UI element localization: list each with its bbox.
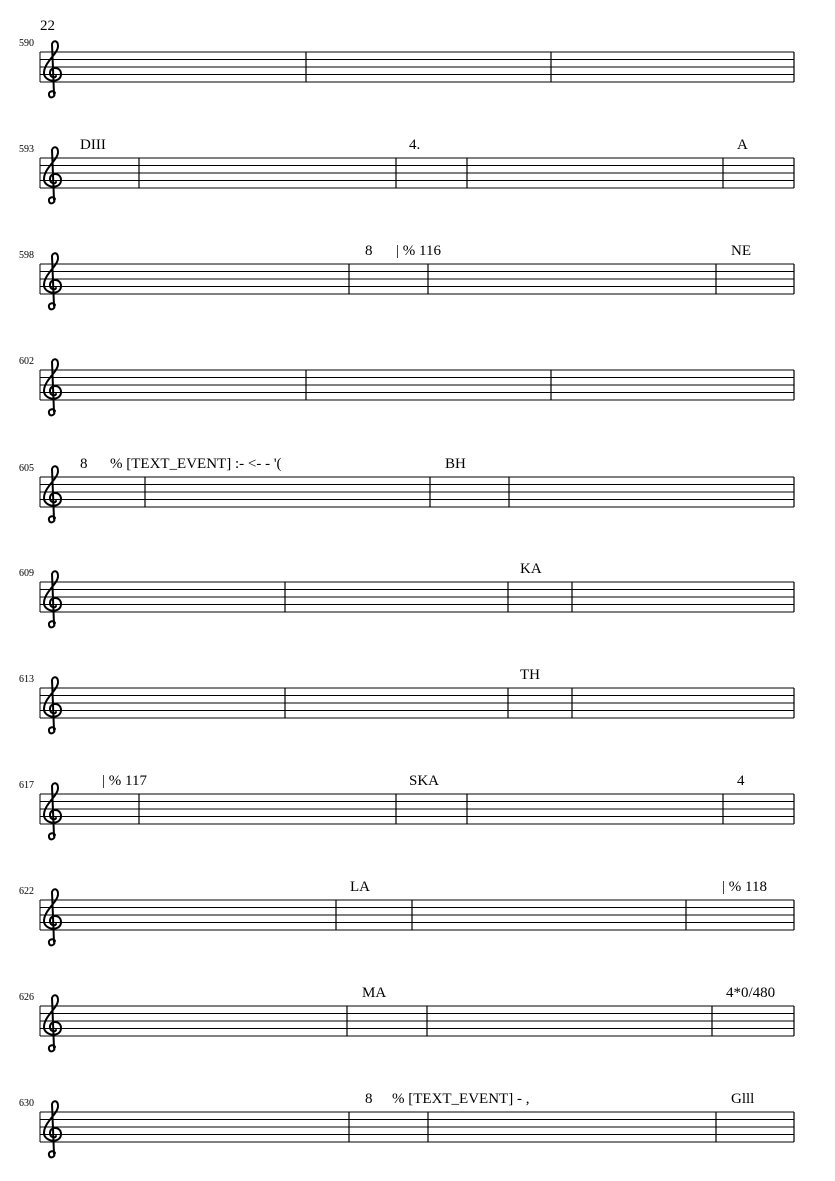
measure-number: 602 bbox=[19, 356, 34, 367]
text-annotation: NE bbox=[731, 243, 751, 259]
text-annotation: | % 117 bbox=[102, 773, 147, 789]
staff-system bbox=[19, 456, 794, 522]
staff-system bbox=[19, 561, 794, 627]
text-annotation: | % 118 bbox=[722, 879, 767, 895]
measure-number: 598 bbox=[19, 250, 34, 261]
text-annotation: SKA bbox=[409, 773, 440, 789]
measure-number: 609 bbox=[19, 568, 34, 579]
staff-system bbox=[19, 38, 794, 97]
staff-system bbox=[19, 773, 794, 839]
text-annotation: 4. bbox=[409, 137, 421, 153]
text-annotation: | % 116 bbox=[396, 243, 441, 259]
measure-number: 613 bbox=[19, 674, 34, 685]
measure-number: 593 bbox=[19, 144, 34, 155]
text-annotation: A bbox=[737, 137, 748, 153]
treble-clef-icon bbox=[44, 466, 61, 522]
measure-number: 590 bbox=[19, 38, 34, 49]
treble-clef-icon bbox=[44, 147, 61, 203]
staff-system bbox=[19, 667, 794, 733]
measure-number: 622 bbox=[19, 886, 34, 897]
staff-system bbox=[19, 985, 794, 1051]
treble-clef-icon bbox=[44, 677, 61, 733]
measure-number: 617 bbox=[19, 780, 34, 791]
text-annotation: 8 bbox=[365, 243, 373, 259]
text-annotation: Glll bbox=[731, 1091, 755, 1107]
text-annotation: 8 bbox=[365, 1091, 373, 1107]
text-annotation: DIII bbox=[80, 137, 106, 153]
text-annotation: LA bbox=[350, 879, 370, 895]
page-number: 22 bbox=[40, 18, 55, 34]
text-annotation: % [TEXT_EVENT] :- <- - '( bbox=[110, 456, 282, 472]
treble-clef-icon bbox=[44, 253, 61, 309]
treble-clef-icon bbox=[44, 995, 61, 1051]
treble-clef-icon bbox=[44, 783, 61, 839]
staff-system bbox=[19, 243, 794, 309]
text-annotation: 4*0/480 bbox=[726, 985, 776, 1001]
staff-system bbox=[19, 879, 794, 945]
measure-number: 626 bbox=[19, 992, 34, 1003]
treble-clef-icon bbox=[44, 889, 61, 945]
staff-system bbox=[19, 1091, 794, 1157]
staff-system bbox=[19, 137, 794, 203]
treble-clef-icon bbox=[44, 1101, 61, 1157]
text-annotation: 4 bbox=[737, 773, 745, 789]
text-annotation: TH bbox=[520, 667, 540, 683]
text-annotation: MA bbox=[362, 985, 387, 1001]
measure-number: 630 bbox=[19, 1098, 34, 1109]
text-annotation: BH bbox=[445, 456, 466, 472]
staff-system bbox=[19, 356, 794, 415]
systems bbox=[19, 38, 794, 1157]
text-annotation: 8 bbox=[80, 456, 88, 472]
treble-clef-icon bbox=[44, 359, 61, 415]
text-annotation: KA bbox=[520, 561, 542, 577]
treble-clef-icon bbox=[44, 571, 61, 627]
measure-number: 605 bbox=[19, 463, 34, 474]
treble-clef-icon bbox=[44, 41, 61, 97]
text-annotation: % [TEXT_EVENT] - , bbox=[392, 1091, 530, 1107]
